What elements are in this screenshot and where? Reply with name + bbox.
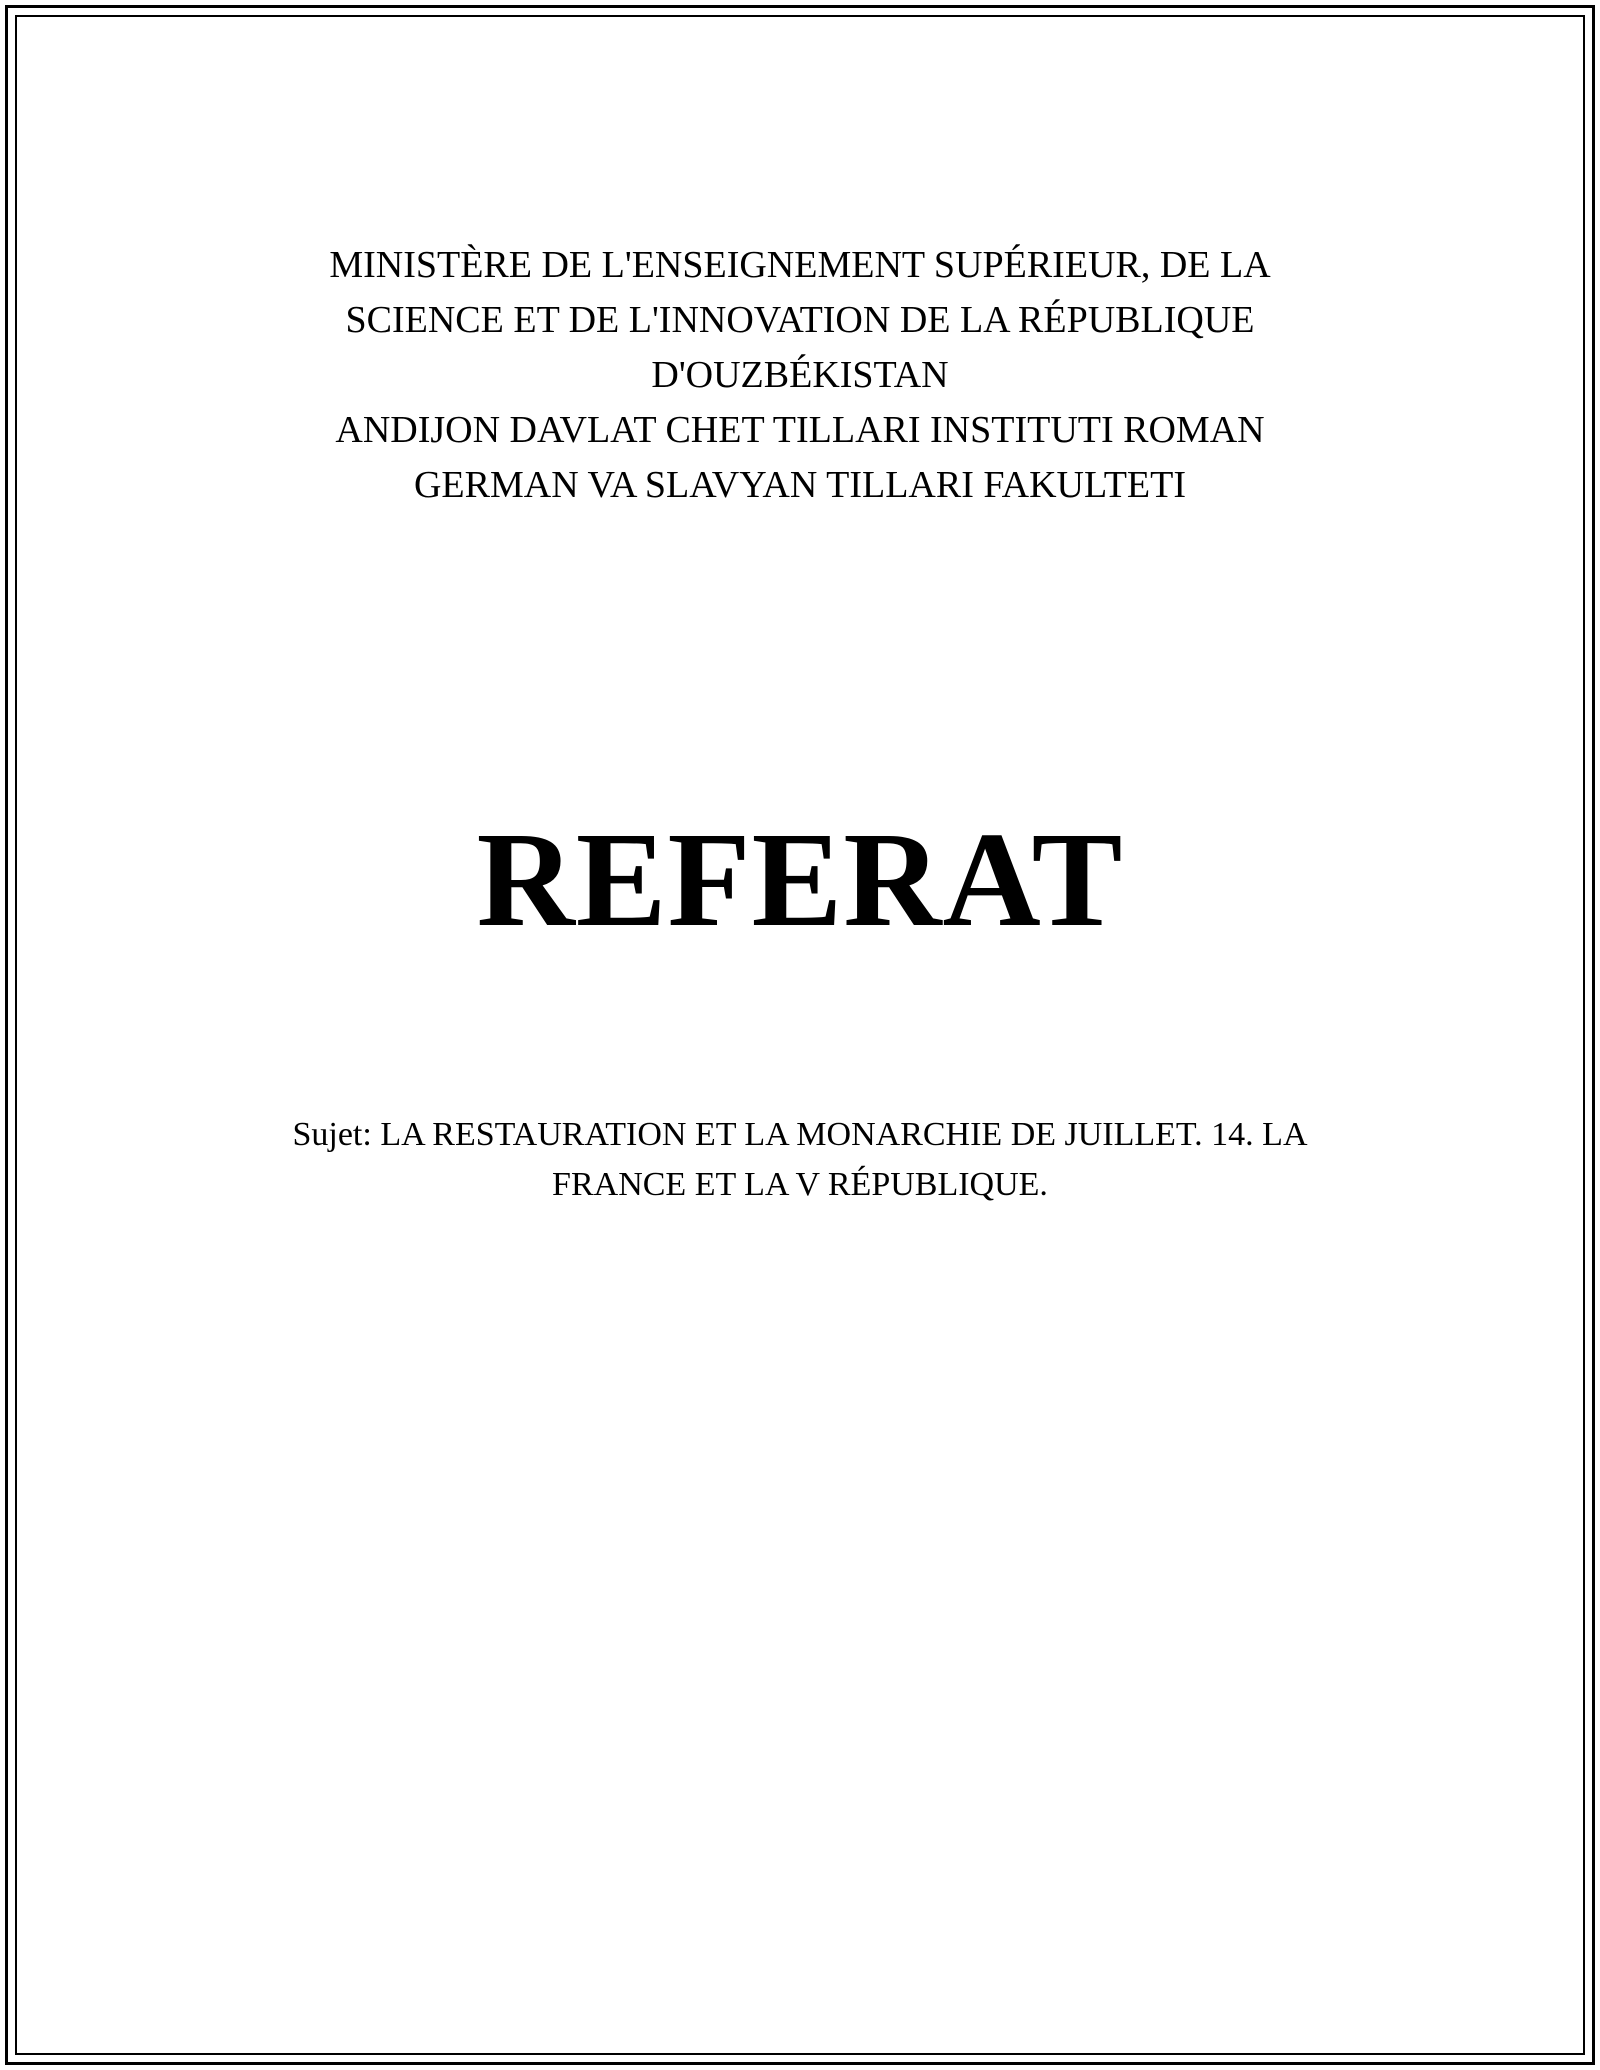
document-title: REFERAT xyxy=(476,805,1124,955)
header-line: MINISTÈRE DE L'ENSEIGNEMENT SUPÉRIEUR, DE LA xyxy=(329,244,1271,286)
header-line: GERMAN VA SLAVYAN TILLARI FAKULTETI xyxy=(413,464,1187,506)
institution-header xyxy=(0,238,1600,513)
subject-line: FRANCE ET LA V RÉPUBLIQUE. xyxy=(552,1166,1048,1203)
header-line: D'OUZBÉKISTAN xyxy=(651,354,949,396)
header-line: ANDIJON DAVLAT CHET TILLARI INSTITUTI ROMAN xyxy=(335,409,1265,451)
subject xyxy=(0,1110,1600,1210)
subject-line: Sujet: LA RESTAURATION ET LA MONARCHIE DE JUILLET. 14. LA xyxy=(292,1116,1308,1153)
header-line: SCIENCE ET DE L'INNOVATION DE LA RÉPUBLIQUE xyxy=(345,299,1255,341)
